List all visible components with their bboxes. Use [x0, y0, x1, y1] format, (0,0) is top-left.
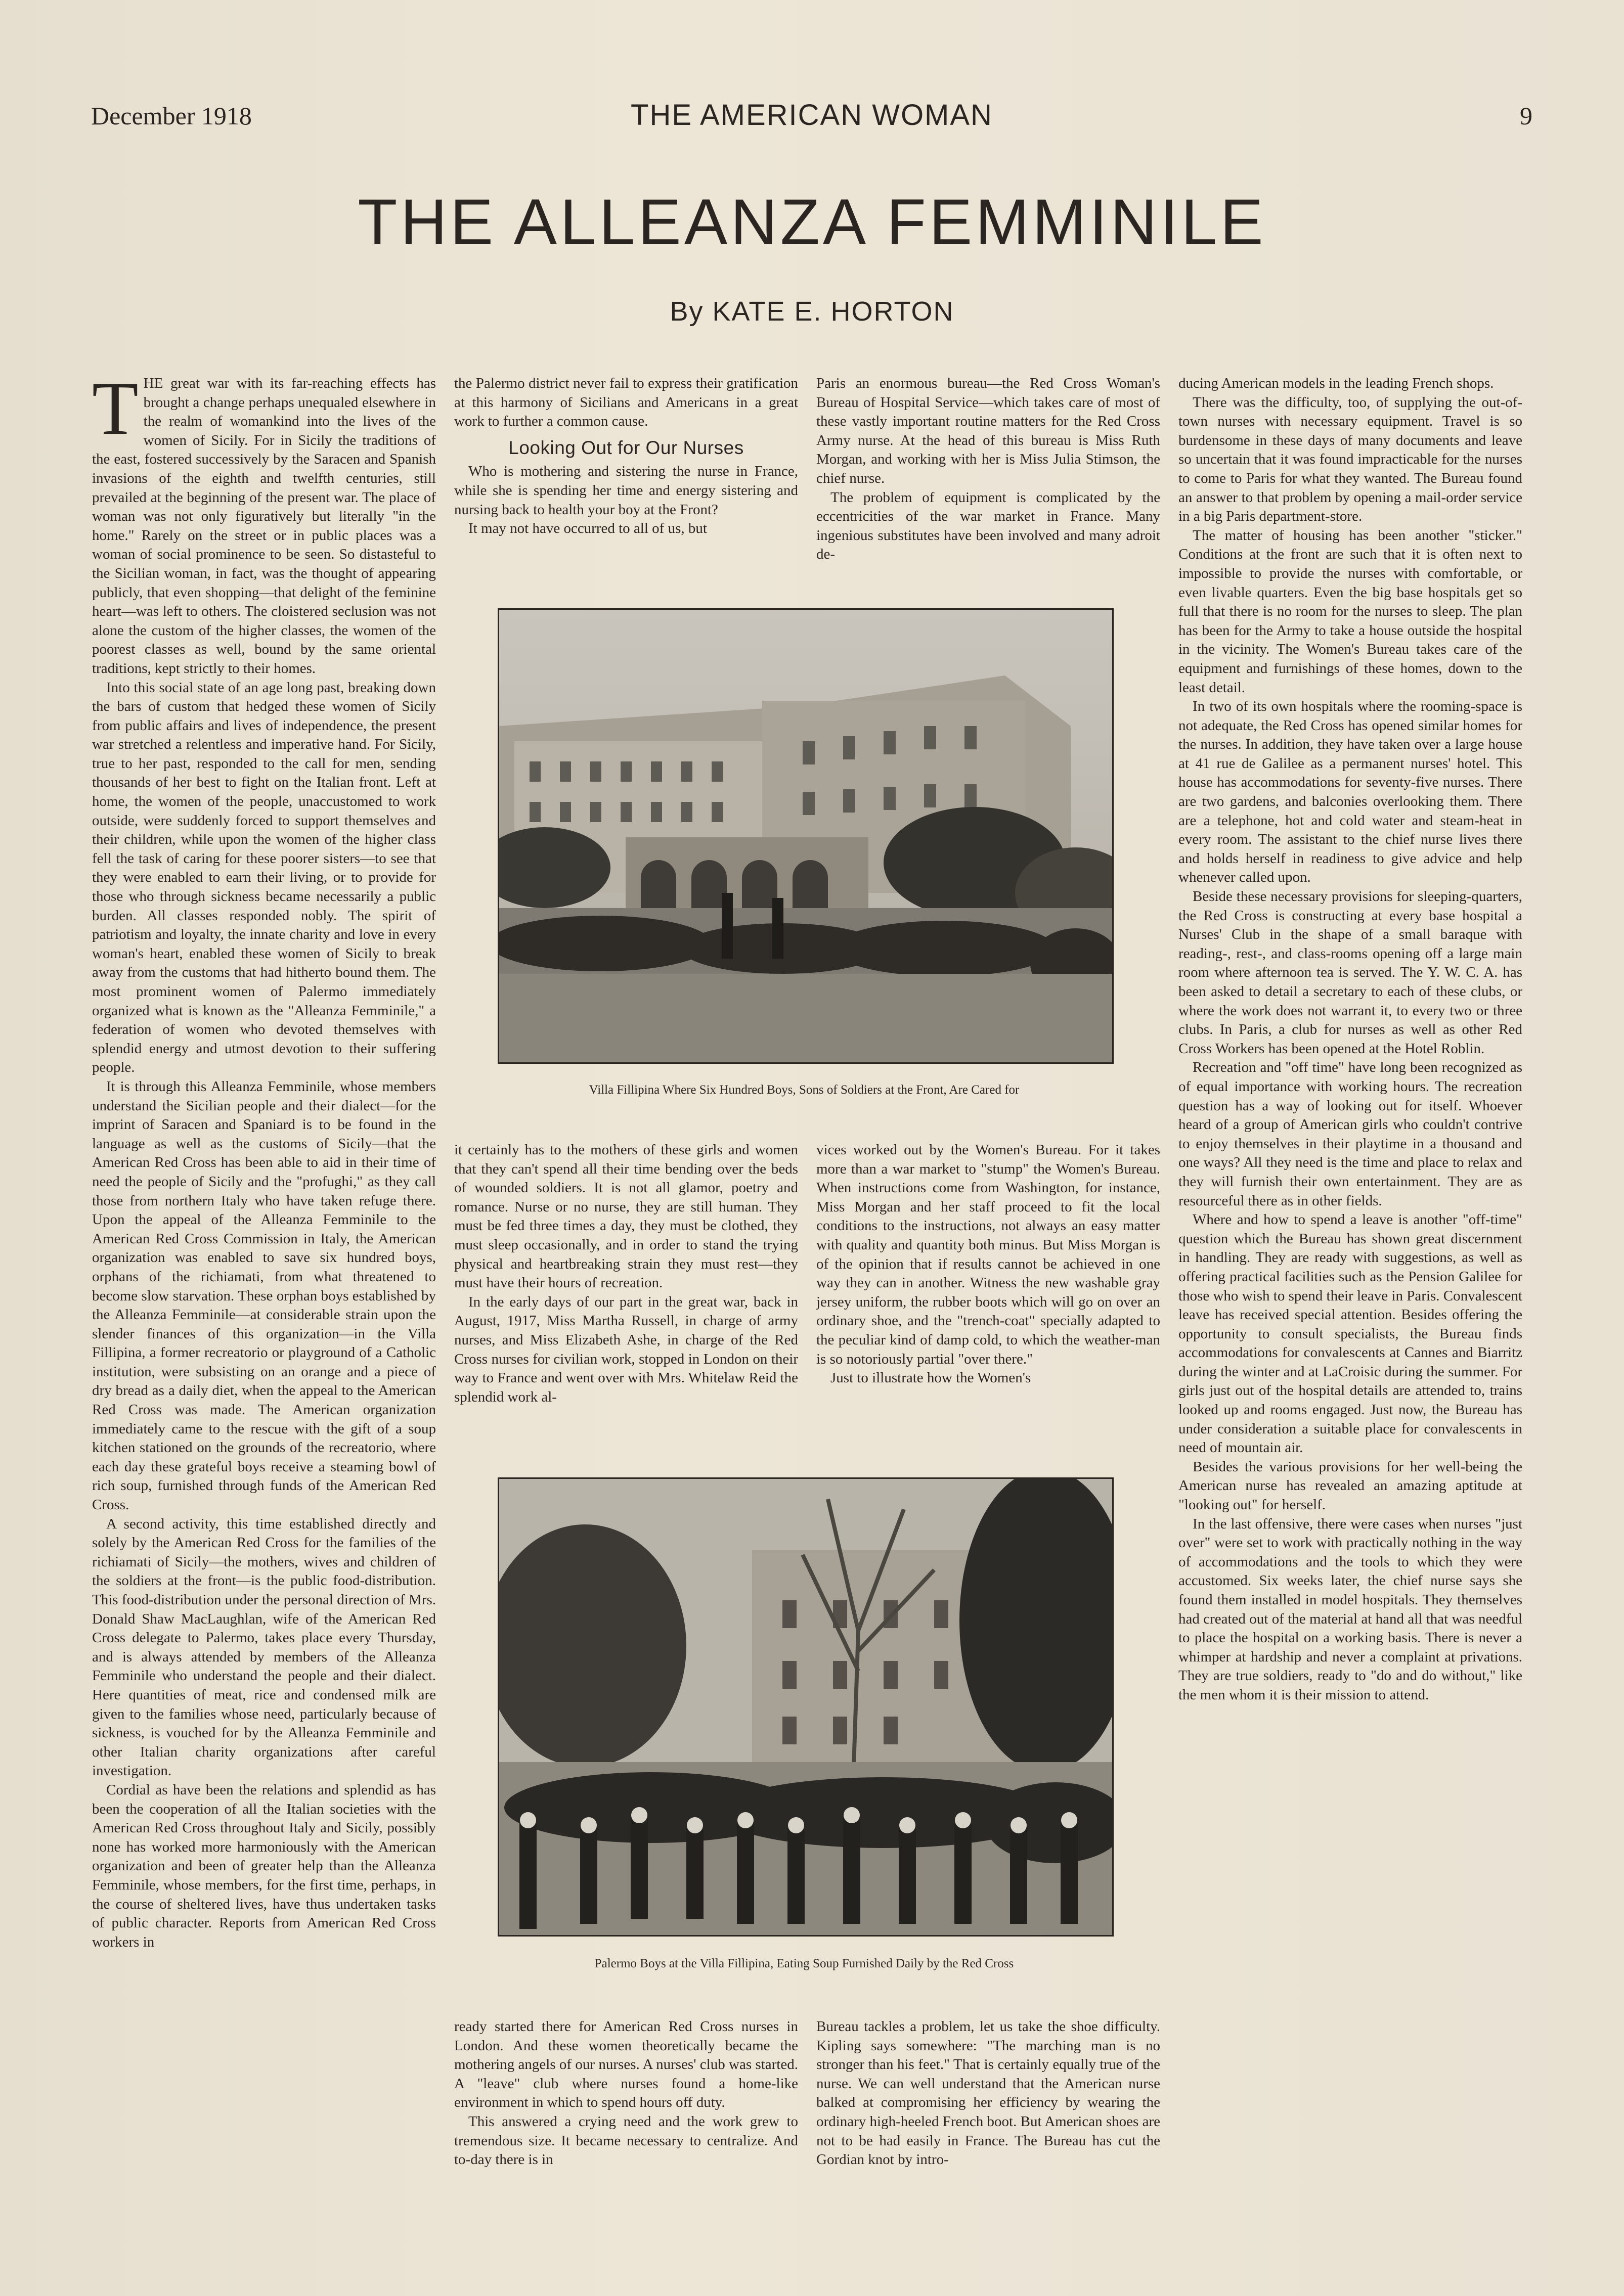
column-2-top	[454, 374, 798, 576]
paragraph: It is through this Alleanza Femminile, whose members understand the Sicilian people and their dialect—for the imprint of Saracen and Spaniard is to be found in the language as well as the customs of Sicily—that the American Red Cross has been able to aid in their time of need the people of Sicily and the "profughi," as they call those from northern Italy who have taken refuge there. Upon the appeal of the Alleanza Femminile to the American Red Cross Commission in Italy, the American organization was enabled to save six hundred boys, orphans of the richiamati, from what threatened to become slow starvation. These orphan boys established by the Alleanza Femminile—at considerable strain upon the slender finances of this organization—in the Villa Fillipina, a former recreatorio or playground of a Catholic institution, were subsisting on an orange and a piece of dry bread as a daily diet, when the appeal to the American Red Cross was made. The American organization immediately came to the rescue with the gift of a soup kitchen stationed on the grounds of the recreatorio, where each day these grateful boys receive a steaming bowl of rich soup, furnished through funds of the American Red Cross.	[92, 1078, 436, 1513]
issue-date: December 1918	[91, 102, 252, 130]
photo-caption: Villa Fillipina Where Six Hundred Boys, Sons of Soldiers at the Front, Are Cared for	[589, 1083, 1020, 1097]
paragraph: Just to illustrate how the Women's	[830, 1370, 1031, 1386]
drop-cap: T	[92, 374, 139, 451]
column-3-top	[816, 374, 1160, 576]
paragraph: it certainly has to the mothers of these girls and women that they can't spend all their time bending over the beds of wounded soldiers. It is not all glamor, poetry and romance. Nurse or no nurse, they are still human. They must be fed three times a day, they must be clothed, they must sleep occasionally, and in order to stand the trying physical and heartbreaking strain they must rest—they must have their hours of recreation.	[454, 1142, 798, 1291]
photo-caption: Palermo Boys at the Villa Fillipina, Eating Soup Furnished Daily by the Red Cross	[594, 1957, 1014, 1970]
paragraph: There was the difficulty, too, of supplying the out-of-town nurses with necessary equipment. Travel is so burdensome in these days of many documents and leave so uncertain that it was found impracticable for the nurses to come to Paris for what they wanted. The Bureau found an answer to that problem by opening a mail-order service in a big Paris department-store.	[1178, 394, 1522, 525]
column-3-middle	[816, 1141, 1160, 1454]
photo-illustration	[499, 1479, 1112, 1935]
paragraph: Where and how to spend a leave is another "off-time" question which the Bureau has shown great discernment in handling. They are ready with suggestions, as well as offering practical facilities such as the Pension Galilee for those who wish to spend their leave in Paris. Convalescent leave has received special attention. Besides offering the opportunity to consult specialists, the Bureau finds accommodations for convalescents at Cannes and Biarritz during the winter and at LaCroisic during the summer. For girls just out of the hospital details are attended to, trains looked up and rooms engaged. Just now, the Bureau has under consideration a suitable place for convalescents in need of mountain air.	[1178, 1211, 1522, 1456]
paragraph: vices worked out by the Women's Bureau. For it takes more than a war market to "stump" the Women's Bureau. When instructions come from Washington, for instance, Miss Morgan and her staff proceed to fit the local conditions to the instructions, not always an easy matter with quality and quantity both minus. But Miss Morgan is of the opinion that if results cannot be achieved in one way they can in another. Witness the new washable gray jersey uniform, the rubber boots which will go on over an ordinary shoe, and the "trench-coat" specially adapted to the peculiar kind of damp cold, to which the weather-man is so notoriously partial "over there."	[816, 1142, 1160, 1367]
paragraph: Who is mothering and sistering the nurse in France, while she is spending her time and energy sistering and nursing back to health your boy at the Front?	[454, 463, 798, 518]
column-3-bottom	[816, 2017, 1160, 2184]
running-head	[91, 101, 1532, 137]
section-subhead: Looking Out for Our Nurses	[508, 437, 744, 458]
paragraph: Paris an enormous bureau—the Red Cross Woman's Bureau of Hospital Service—which takes care of most of these vastly important routine matters for the Red Cross Army nurse. At the head of this bureau is Miss Ruth Morgan, and working with her is Miss Julia Stimson, the chief nurse.	[816, 375, 1160, 486]
paragraph: This answered a crying need and the work grew to tremendous size. It became necessary to centralize. And to-day there is in	[454, 2113, 798, 2168]
article-byline: By KATE E. HORTON	[670, 296, 954, 327]
paragraph: Besides the various provisions for her well-being the American nurse has revealed an amazing aptitude at "looking out" for herself.	[1178, 1458, 1522, 1513]
paragraph: Bureau tackles a problem, let us take the shoe difficulty. Kipling says somewhere: "The marching man is no stronger than his feet." That is certainly equally true of the nurse. We can well understand that the American nurse balked at compromising her efficiency by wearing the ordinary high-heeled French boot. But American shoes are not to be had easily in France. The Bureau has cut the Gordian knot by intro-	[816, 2018, 1160, 2168]
paragraph: The problem of equipment is complicated by the eccentricities of the war market in France. Many ingenious substitutes have been involved and many adroit de-	[816, 489, 1160, 563]
paragraph: ready started there for American Red Cross nurses in London. And these women theoretically became the mothering angels of our nurses. A nurses' club was started. A "leave" club where nurses found a home-like environment in which to spend hours off duty.	[454, 2018, 798, 2111]
photo-villa-fillipina	[498, 608, 1114, 1064]
paragraph: Cordial as have been the relations and splendid as has been the cooperation of all the Italian societies with the American Red Cross throughout Italy and Sicily, possibly none has worked more harmoniously with the American organization and been of greater help than the Alleanza Femminile, whose members, for the first time, perhaps, in the course of sheltered lives, have thus undertaken tasks of public character. Reports from American Red Cross workers in	[92, 1781, 436, 1950]
photo-illustration	[499, 610, 1112, 1062]
paragraph: Into this social state of an age long past, breaking down the bars of custom that hedged these women of Sicily from public affairs and lives of independence, the present war stretched a relentless and imperative hand. For Sicily, true to her past, responded to the call for men, sending thousands of her best to fight on the Italian front. Left at home, the women of the people, unaccustomed to work outside, were suddenly forced to support themselves and their children, while upon the women of the higher class fell the task of caring for these poorer sisters—to see that they were enabled to earn their living, or to provide for those who through sickness became necessarily a public burden. All classes responded nobly. The spirit of patriotism and loyalty, the innate charity and love in every woman's heart, enabled these women of Sicily to break away from the customs that had hitherto bound them. The most prominent women of Palermo immediately organized what is known as the "Alleanza Femminile," a federation of women who devoted themselves with splendid energy and utmost devotion to their suffering people.	[92, 679, 436, 1076]
paragraph: the Palermo district never fail to express their gratification at this harmony of Sicilians and Americans in a great work to further a common cause.	[454, 375, 798, 430]
paragraph: In the last offensive, there were cases when nurses "just over" were set to work with practically nothing in the way of accommodations and the tools to which they were accustomed. Six weeks later, the chief nurse says she found them installed in model hospitals. They themselves had created out of the material at hand all that was needful to place the hospital on a working basis. There is never a whimper at hardship and never a complaint at privations. They are true soldiers, ready to "do and do without," like the men whom it is their mission to attend.	[1178, 1515, 1522, 1703]
column-1	[92, 374, 436, 2184]
page-number: 9	[1520, 102, 1532, 130]
paragraph: Recreation and "off time" have long been recognized as of equal importance with working hours. The recreation question has a way of looking out for itself. Whoever heard of a group of American girls who couldn't contrive to enjoy themselves in their playtime in a thousand and one ways? All they need is the time and place to relax and they will furnish their own entertainment. They are as resourceful there as in other fields.	[1178, 1059, 1522, 1209]
paragraph: ducing American models in the leading French shops.	[1178, 375, 1494, 391]
paragraph: A second activity, this time established directly and solely by the American Red Cross for the families of the richiamati of Sicily—the mothers, wives and children of the soldiers at the front—is the public food-distribution. This food-distribution under the personal direction of Mrs. Donald Shaw MacLaughlan, wife of the American Red Cross delegate to Palermo, takes place every Thursday, and is always attended by members of the Alleanza Femminile who understand the people and their dialect. Here quantities of meat, rice and condensed milk are given to the families whose need, particularly because of sickness, is vouched for by the Alleanza Femminile and other Italian charity organizations after careful investigation.	[92, 1515, 436, 1779]
magazine-title: THE AMERICAN WOMAN	[631, 99, 993, 131]
paragraph: In two of its own hospitals where the rooming-space is not adequate, the Red Cross has opened similar homes for the nurses. In addition, they have taken over a large house at 41 rue de Galilee as a permanent nurses' hotel. This house has accommodations for seventy-five nurses. There are two gardens, and balconies overlooking them. There are a telephone, hot and cold water and steam-heat in every room. The assistant to the chief nurse lives there and holds herself in readiness to give advice and help whenever called upon.	[1178, 698, 1522, 886]
article-title: THE ALLEANZA FEMMINILE	[358, 186, 1266, 258]
paragraph: It may not have occurred to all of us, but	[468, 520, 707, 537]
paragraph: THE great war with its far-reaching effects has brought a change perhaps unequaled elsewhere in the realm of womankind into the lives of the women of Sicily. For in Sicily the traditions of the east, fostered successively by the Saracen and Spanish invasions of the eighth and twelfth centuries, still prevailed at the beginning of the present war. The place of woman was not only figuratively but literally "in the home." Rarely on the street or in public places was a woman of social prominence to be seen. So distasteful to the Sicilian woman, in fact, was the thought of appearing publicly, that even shopping—that delight of the feminine heart—was left to others. The cloistered seclusion was not alone the custom of the higher classes, the women of the poorest classes as well, bound by the same oriental traditions, kept strictly to their homes.	[92, 374, 436, 677]
column-4	[1178, 374, 1522, 2184]
photo-palermo-boys	[498, 1477, 1114, 1937]
column-2-bottom	[454, 2017, 798, 2184]
paragraph: In the early days of our part in the great war, back in August, 1917, Miss Martha Russell, in charge of army nurses, and Miss Elizabeth Ashe, in charge of the Red Cross nurses for civilian work, stopped in London on their way to France and went over with Mrs. Whitelaw Reid the splendid work al-	[454, 1293, 798, 1405]
column-2-middle	[454, 1141, 798, 1454]
paragraph: The matter of housing has been another "sticker." Conditions at the front are such that it is often next to impossible to provide the nurses with comfortable, or even livable quarters. Even the big base hospitals get so full that there is no room for the nurses to sleep. The plan has been for the Army to take a house outside the hospital in the vicinity. The Women's Bureau takes care of the equipment and furnishings of these homes, down to the least detail.	[1178, 527, 1522, 696]
paragraph: Beside these necessary provisions for sleeping-quarters, the Red Cross is constructing at every base hospital a Nurses' Club in the shape of a small baraque with reading-, rest-, and class-rooms opening off a large main room where afternoon tea is served. The Y. W. C. A. has been asked to detail a secretary to each of these clubs, or where the work does not warrant it, to every two or three clubs. In Paris, a club for nurses as well as other Red Cross Workers has been opened at the Hotel Roblin.	[1178, 888, 1522, 1057]
